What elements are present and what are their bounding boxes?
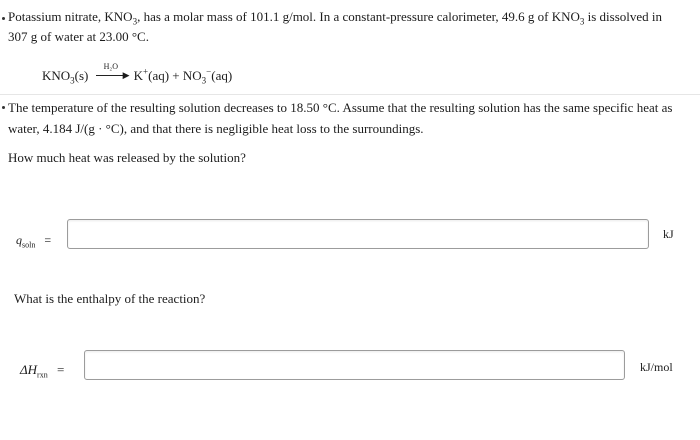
q-soln-unit: kJ xyxy=(663,227,674,241)
q-soln-label: $q_{soln}$ = xyxy=(16,233,52,250)
question2-text: What is the enthalpy of the reaction? xyxy=(14,291,206,306)
delta-h-rxn-input[interactable] xyxy=(85,351,624,379)
statement-line1: The temperature of the resulting solution decreases to 18.50 °C. Assume that the resulting solution has the same specific heat as xyxy=(8,100,673,115)
reaction-arrow-icon: H₂O ▶ xyxy=(96,70,130,80)
bullet-marker-top xyxy=(2,17,5,20)
q-soln-input[interactable] xyxy=(68,220,648,248)
delta-h-rxn-input-box[interactable] xyxy=(84,350,625,380)
question1-text: How much heat was released by the solution? xyxy=(8,150,246,165)
section-divider xyxy=(0,94,700,95)
problem-intro-line2: 307 g of water at 23.00 °C. xyxy=(8,29,149,44)
delta-h-rxn-label: $\Delta H_{rxn}$ = xyxy=(20,362,65,380)
bullet-marker-mid xyxy=(2,106,5,109)
delta-h-rxn-unit: kJ/mol xyxy=(640,360,673,374)
chemical-equation: $KNO_3(s)$ H₂O ▶ $K^+(aq) + NO_3^-(aq)$ xyxy=(42,62,233,86)
problem-intro-line1: Potassium nitrate, $KNO_3$, has a molar mass of 101.1 g/mol. In a constant-pressure calorimeter, 49.6 g of $KNO_3$ is dissolved in xyxy=(8,9,663,27)
statement-line2: water, 4.184 J/(g · °C), and that there is negligible heat loss to the surroundings. xyxy=(8,121,424,136)
q-soln-input-box[interactable] xyxy=(67,219,649,249)
